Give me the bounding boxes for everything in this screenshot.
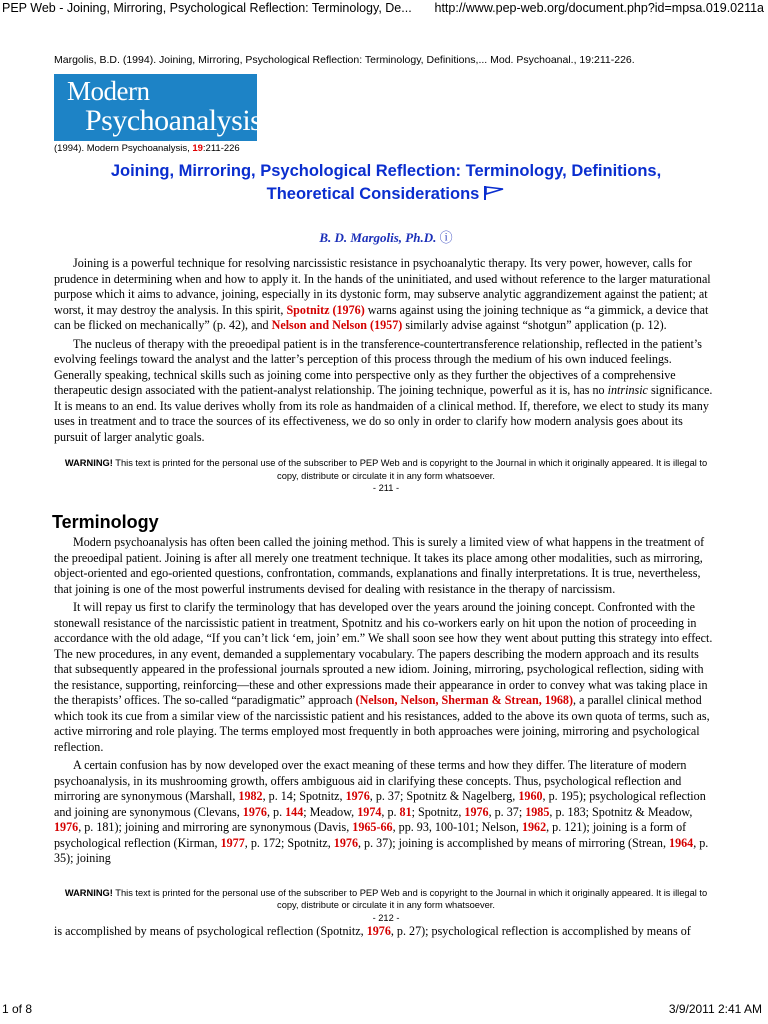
source-volume-link[interactable]: 19 (192, 143, 203, 154)
reference-link[interactable]: 144 (285, 804, 304, 819)
reference-link[interactable]: (Nelson, Nelson, Sherman & Strean, 1968) (355, 693, 574, 707)
paragraph-text: ; Spotnitz, (411, 804, 465, 819)
author-name[interactable]: B. D. Margolis, Ph.D. (319, 230, 437, 245)
reference-link[interactable]: 1985 (525, 804, 550, 819)
paragraph-text: , p. 14; Spotnitz, (262, 789, 346, 803)
paragraph-5 (54, 758, 718, 867)
warning-label: WARNING! (64, 887, 113, 898)
paragraph-text: , p. (266, 804, 286, 819)
paragraph-text: warns against using the joining technique as “a gimmick, a device that can be flicked on mechanically” (p. 42), and (54, 302, 709, 332)
copyright-warning (54, 887, 718, 912)
paragraph-text: similarly advise against “shotgun” application (p. 12). (402, 318, 667, 332)
article-title-line-1: Joining, Mirroring, Psychological Reflection: Terminology, Definitions, (110, 162, 662, 180)
article-title (54, 160, 718, 208)
reference-link[interactable]: 1976 (464, 804, 489, 819)
logo-line-1: Modern (67, 76, 150, 106)
reference-link[interactable]: Nelson and Nelson (1957) (271, 318, 403, 332)
page-number: - 211 - (372, 483, 400, 493)
logo-line-2: Psychoanalysis (85, 104, 262, 137)
paragraph-text: is accomplished by means of psychological reflection (Spotnitz, (54, 923, 367, 938)
paragraph-text: significance. It is means to an end. Its value derives wholly from its role as handmaiden of a clinical method. If, therefore, we elect to study its many uses in treatment and to trace the sources of its effectiveness, we do so only in order to clarify how modern analysis goes about its pursuit of larger analytic goals. (54, 383, 713, 444)
warning-text: This text is printed for the personal use of the subscriber to PEP Web and is copyright to the Journal in which it originally appeared. It is illegal to copy, distribute or circulate it in any form whatsoever. (112, 887, 708, 910)
reference-link[interactable]: 1982 (238, 789, 263, 803)
warning-text: This text is printed for the personal use of the subscriber to PEP Web and is copyright to the Journal in which it originally appeared. It is illegal to copy, distribute or circulate it in any form whatsoever. (112, 458, 708, 481)
paragraph-text: , p. 37; (488, 804, 526, 819)
reference-link[interactable]: 1974 (357, 804, 382, 819)
paragraph-text: The nucleus of therapy with the preoedipal patient is in the transference-countertransference relationship, reflected in the patient’s evolving feelings toward the analyst and the latter’s perception of this process through the medium of his own induced feelings. Generally speaking, technical skills such as joining come into perspective only as they further the objectives of a comprehensive therapeutic design associated with the patient-analyst relationship. The joining technique, powerful as it is, has no (54, 336, 702, 397)
reference-link[interactable]: 1965-66 (352, 820, 393, 834)
flag-icon[interactable] (483, 185, 505, 208)
paragraph-text: It will repay us first to clarify the terminology that has developed over the years around the joining concept. Confronted with the stonewall resistance of the narcissistic patient in treatment, Spotnitz and his co-workers early on hit upon the notion of proceeding in accordance with the old adage, “If you can’t lick ‘em, join’ em.” We shall soon see how they went about putting this strategy into effect. The new procedures, in any event, demanded a supplementary vocabulary. The papers describing the modern approach and its results that subsequently appeared in the professional journals sprouted a new idiom. Joining, mirroring, psychological reflection, siding with the resistance, supporting, reinforcing—these and other expressions made their appearance in order to convey what was taking place in the therapists’ offices. The so-called “paradigmatic” approach (54, 600, 713, 707)
page-number: - 212 - (372, 912, 400, 923)
paragraph-text: , p. 37; Spotnitz & Nagelberg, (369, 789, 519, 803)
paragraph-6 (54, 924, 718, 940)
reference-link[interactable]: 81 (399, 804, 412, 819)
paragraph-text: ; Meadow, (303, 804, 358, 819)
reference-link[interactable]: 1976 (54, 820, 79, 834)
paragraph-text: Modern psychoanalysis has often been called the joining method. This is surely a limited view of what happens in the treatment of the preoedipal patient. Joining is after all merely one treatment technique. It takes its place among other modalities, such as mirroring, object-oriented and ego-oriented questions, confrontation, commands, explanations and finally interpretations. It is true, nevertheless, that joining is one of the most powerful instruments devised for dealing with resistance in the therapy of narcissism. (54, 535, 705, 596)
reference-link[interactable]: 1962 (521, 820, 547, 834)
emphasis-text: intrinsic (607, 383, 648, 397)
reference-link[interactable]: Spotnitz (1976) (286, 302, 365, 317)
paragraph-text: Joining is a powerful technique for resolving narcissistic resistance in psychoanalytic therapy. Its very power, however, calls for prudence in determining when and how to apply it. In the hands of the uninitiated, and used without reference to the larger maturational purpose which it aims to advance, joining, especially in its dystonic form, may subserve analytic aggrandizement against the patient; at worst, it may destroy the analysis. In this spirit, (54, 256, 711, 317)
browser-url: http://www.pep-web.org/document.php?id=mpsa.019.0211a (434, 1, 764, 15)
print-footer (0, 1002, 768, 1018)
paragraph-text: , p. 27); psychological reflection is accomplished by means of (390, 923, 691, 938)
paragraph-text: , p. 35); joining (54, 835, 709, 865)
reference-link[interactable]: 1976 (242, 804, 267, 819)
reference-link[interactable]: 1964 (669, 835, 694, 850)
reference-link[interactable]: 1976 (366, 923, 391, 938)
paragraph-text: , p. 172; Spotnitz, (244, 835, 334, 850)
reference-link[interactable]: 1977 (220, 835, 245, 850)
print-datetime: 3/9/2011 2:41 AM (668, 1002, 762, 1016)
source-prefix: (1994). Modern Psychoanalysis, (54, 143, 193, 154)
author-line (54, 227, 718, 246)
reference-link[interactable]: 1960 (518, 789, 543, 803)
reference-link[interactable]: 1976 (345, 789, 370, 803)
paragraph-text: , a parallel clinical method which took its cue from a similar view of the narcissistic patient and his resistances, added to the above its own quota of terms, such as, active mirroring and role playing. The terms employed most frequently in both approaches were joining, mirroring and psychological reflection. (54, 693, 710, 754)
source-pages: :211-226 (202, 143, 240, 154)
page-count: 1 of 8 (2, 1002, 33, 1016)
browser-page-title: PEP Web - Joining, Mirroring, Psychological Reflection: Terminology, De... (2, 1, 412, 15)
paragraph-text: , pp. 93, 100-101; Nelson, (392, 820, 522, 834)
warning-label: WARNING! (64, 458, 113, 468)
paragraph-4 (54, 600, 718, 755)
document-page (54, 54, 718, 939)
paragraph-text: A certain confusion has by now developed over the exact meaning of these terms and how they differ. The literature of modern psychoanalysis, in its mushrooming growth, offers ambiguous aid in clarifying these concepts. Thus, psychological reflection and mirroring are synonymous (Marshall, (54, 758, 687, 803)
paragraph-text: , p. (381, 804, 400, 819)
paragraph-3 (54, 535, 718, 597)
paragraph-1 (54, 256, 718, 334)
journal-logo[interactable] (54, 74, 262, 141)
copyright-warning (54, 457, 718, 482)
paragraph-text: , p. 183; Spotnitz & Meadow, (549, 804, 693, 819)
paragraph-text: , p. 195); psychological reflection and joining are synonymous (Clevans, (54, 789, 706, 819)
article-title-line-2: Theoretical Considerations (266, 185, 480, 203)
print-header (0, 0, 768, 20)
paragraph-text: , p. 181); joining and mirroring are synonymous (Davis, (78, 820, 353, 834)
paragraph-text: , p. 37); joining is accomplished by means of mirroring (Strean, (357, 835, 670, 850)
paragraph-text: , p. 121); joining is a form of psychological reflection (Kirman, (54, 820, 687, 850)
paragraph-2 (54, 337, 718, 446)
reference-link[interactable]: 1976 (333, 835, 358, 850)
citation-line: Margolis, B.D. (1994). Joining, Mirroring, Psychological Reflection: Terminology, Definitions,... Mod. Psychoanal., 19:211-226. (54, 54, 635, 66)
source-line (54, 143, 718, 154)
section-heading: Terminology (52, 512, 159, 532)
info-icon[interactable]: ⓘ (439, 230, 453, 245)
